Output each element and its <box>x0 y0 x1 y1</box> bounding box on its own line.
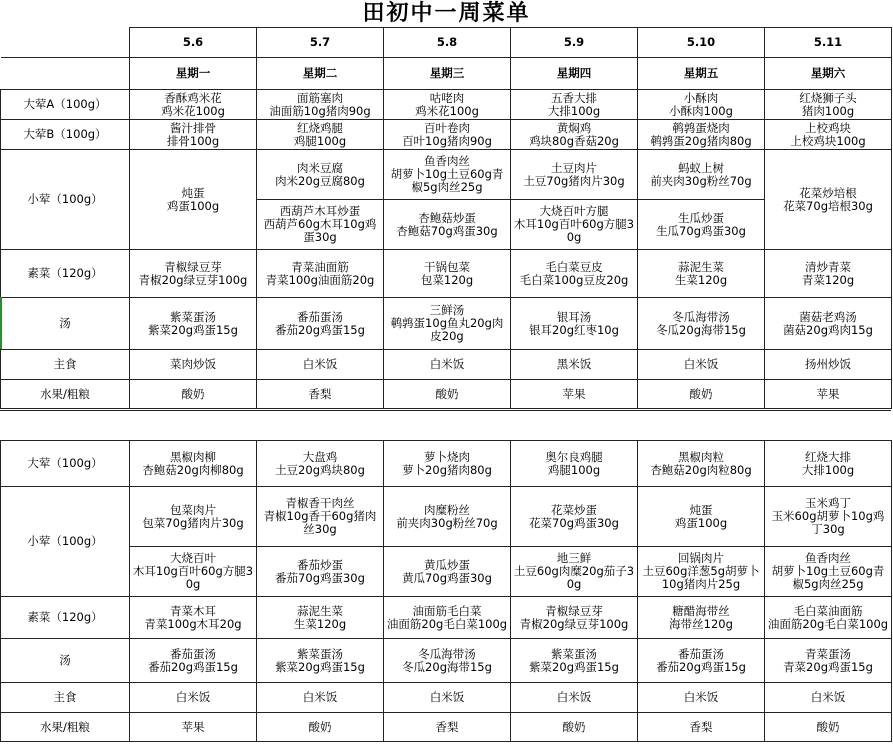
dish-ingredients: 土豆20g鸡块80g <box>275 462 365 477</box>
dish-ingredients: 冬瓜20g海带15g <box>402 659 492 674</box>
dish-ingredients: 鸡腿100g <box>293 133 347 148</box>
week2-menu-table <box>0 440 892 742</box>
dish-cell <box>384 487 511 547</box>
dish-cell <box>765 713 892 742</box>
weekday-cell: 星期六 <box>765 58 892 90</box>
row-label: 汤 <box>1 639 130 683</box>
dish-ingredients: 前夹肉30g粉丝70g <box>650 173 752 188</box>
dish-name: 酸奶 <box>816 719 840 734</box>
dish-ingredients: 紫菜20g鸡蛋15g <box>275 659 365 674</box>
dish-ingredients: 海带丝120g <box>669 616 733 631</box>
dish-name: 百叶卷肉 <box>424 120 470 135</box>
menu-title: 田初中一周菜单 <box>362 1 531 26</box>
dish-cell <box>511 683 638 713</box>
date-header-row <box>1 28 892 58</box>
dish-ingredients: 杏鲍菇20g肉柳80g <box>142 462 244 477</box>
dish-cell <box>511 90 638 120</box>
dish-cell <box>638 683 765 713</box>
dish-name: 香梨 <box>435 719 459 734</box>
dish-ingredients: 紫菜20g鸡蛋15g <box>529 659 619 674</box>
dish-name: 白米饭 <box>302 357 338 371</box>
meal-row <box>1 298 892 350</box>
dish-cell <box>130 487 257 547</box>
meal-row <box>1 683 892 713</box>
dish-cell <box>638 200 765 250</box>
dish-cell <box>257 380 384 409</box>
dish-ingredients: 土豆60g肉糜20g茄子30g <box>513 564 635 591</box>
dish-ingredients: 杏鲍菇70g鸡蛋30g <box>396 223 498 238</box>
row-label: 主食 <box>1 683 130 713</box>
dish-cell <box>638 350 765 380</box>
dish-cell <box>511 547 638 597</box>
dish-ingredients: 青菜120g <box>801 272 855 287</box>
dish-name: 回锅肉片 <box>678 551 724 565</box>
dish-ingredients: 青菜20g鸡蛋15g <box>783 659 873 674</box>
dish-name: 红烧狮子头 <box>799 90 857 105</box>
dish-name: 地三鲜 <box>556 551 592 565</box>
dish-name: 西葫芦木耳炒蛋 <box>279 204 361 218</box>
dish-name: 毛白菜油面筋 <box>793 603 863 618</box>
dish-cell <box>765 683 892 713</box>
dish-name: 扬州炒饭 <box>805 357 851 371</box>
dish-cell <box>130 683 257 713</box>
dish-cell <box>511 597 638 639</box>
dish-cell <box>765 547 892 597</box>
dish-cell <box>257 441 384 487</box>
dish-cell <box>765 120 892 150</box>
row-label: 素菜（120g） <box>1 597 130 639</box>
dish-cell <box>511 380 638 409</box>
dish-cell <box>511 120 638 150</box>
dish-name: 炖蛋 <box>181 185 205 200</box>
dish-cell <box>130 250 257 298</box>
dish-name: 菜肉炒饭 <box>170 357 216 371</box>
dish-cell <box>384 120 511 150</box>
meal-row <box>1 150 892 200</box>
dish-name: 青菜蛋汤 <box>805 646 851 661</box>
dish-name: 奥尔良鸡腿 <box>545 449 603 464</box>
dish-name: 小酥肉 <box>683 90 719 105</box>
dish-name: 白米饭 <box>302 690 338 704</box>
dish-ingredients: 花菜70g鸡蛋30g <box>529 515 619 530</box>
dish-ingredients: 紫菜20g鸡蛋15g <box>148 322 238 337</box>
dish-cell <box>257 250 384 298</box>
dish-name: 花菜炒蛋 <box>551 502 597 517</box>
dish-ingredients: 土豆60g洋葱5g胡萝卜10g猪肉片25g <box>642 564 760 591</box>
row-label: 小荤（100g） <box>1 487 130 597</box>
dish-name: 鹌鹑蛋烧肉 <box>672 120 730 135</box>
dish-ingredients: 黄瓜70g鸡蛋30g <box>402 570 492 585</box>
dish-cell <box>130 150 257 250</box>
meal-row <box>1 597 892 639</box>
dish-name: 紫菜蛋汤 <box>170 309 216 324</box>
dish-name: 酸奶 <box>689 386 713 401</box>
dish-cell <box>257 298 384 350</box>
dish-cell <box>384 350 511 380</box>
dish-ingredients: 鸡米花100g <box>161 103 225 118</box>
dish-cell <box>130 90 257 120</box>
dish-ingredients: 猪肉100g <box>801 103 855 118</box>
dish-name: 番茄蛋汤 <box>678 646 724 661</box>
dish-cell <box>384 597 511 639</box>
dish-name: 蒜泥生菜 <box>678 259 724 274</box>
dish-ingredients: 玉米60g胡萝卜10g鸡丁30g <box>771 509 885 536</box>
dish-cell <box>257 639 384 683</box>
dish-ingredients: 杏鲍菇20g肉粒80g <box>650 462 752 477</box>
date-cell: 5.9 <box>511 28 638 58</box>
dish-cell <box>511 200 638 250</box>
dish-name: 紫菜蛋汤 <box>297 646 343 661</box>
dish-ingredients: 小酥肉100g <box>669 103 733 118</box>
dish-cell <box>511 250 638 298</box>
dish-cell <box>511 150 638 200</box>
dish-ingredients: 包菜70g猪肉片30g <box>142 515 244 530</box>
row-label: 大荤（100g） <box>1 441 130 487</box>
dish-cell <box>384 380 511 409</box>
date-cell: 5.10 <box>638 28 765 58</box>
dish-cell <box>384 713 511 742</box>
dish-name: 黑椒肉粒 <box>678 449 724 464</box>
dish-cell <box>638 90 765 120</box>
dish-cell <box>384 200 511 250</box>
dish-name: 红烧鸡腿 <box>297 120 343 135</box>
dish-name: 白米饭 <box>429 690 465 704</box>
row-label: 大荤A（100g） <box>1 90 130 120</box>
dish-ingredients: 青椒20g绿豆芽100g <box>519 616 629 631</box>
dish-cell <box>130 298 257 350</box>
dish-ingredients: 番茄20g鸡蛋15g <box>148 659 238 674</box>
dish-name: 香梨 <box>689 719 713 734</box>
dish-ingredients: 百叶10g猪肉90g <box>402 133 492 148</box>
dish-cell <box>384 90 511 120</box>
dish-cell <box>130 713 257 742</box>
dish-cell <box>257 90 384 120</box>
dish-ingredients: 胡萝卜10g土豆60g青椒5g肉丝25g <box>390 167 504 194</box>
dish-name: 番茄蛋汤 <box>170 646 216 661</box>
dish-name: 银耳汤 <box>556 309 592 324</box>
dish-ingredients: 大排100g <box>547 103 601 118</box>
dish-name: 黑椒肉柳 <box>170 449 216 464</box>
dish-cell <box>765 441 892 487</box>
corner-cell <box>1 58 130 90</box>
dish-name: 炖蛋 <box>689 502 713 517</box>
dish-ingredients: 青椒10g香干60g猪肉丝30g <box>263 509 377 536</box>
dish-cell <box>765 250 892 298</box>
dish-name: 酸奶 <box>181 386 205 401</box>
dish-name: 酸奶 <box>435 386 459 401</box>
dish-name: 青椒香干肉丝 <box>285 496 355 510</box>
date-cell: 5.7 <box>257 28 384 58</box>
dish-name: 紫菜蛋汤 <box>551 646 597 661</box>
dish-ingredients: 木耳10g百叶60g方腿30g <box>132 564 254 591</box>
dish-cell <box>638 487 765 547</box>
dish-name: 黑米饭 <box>556 357 592 371</box>
dish-name: 青菜木耳 <box>170 603 216 618</box>
dish-name: 酱汁排骨 <box>170 120 216 135</box>
row-label: 小荤（100g） <box>1 150 130 250</box>
dish-cell <box>638 250 765 298</box>
dish-cell <box>384 150 511 200</box>
dish-cell <box>130 597 257 639</box>
dish-ingredients: 萝卜20g猪肉80g <box>402 462 492 477</box>
meal-row-sub <box>1 547 892 597</box>
dish-name: 干锅包菜 <box>424 259 470 274</box>
dish-cell <box>257 200 384 250</box>
dish-cell <box>765 380 892 409</box>
dish-ingredients: 鸡米花100g <box>415 103 479 118</box>
dish-cell <box>257 487 384 547</box>
dish-name: 蚂蚁上树 <box>678 160 724 175</box>
dish-ingredients: 鸡腿100g <box>547 462 601 477</box>
dish-name: 肉米豆腐 <box>297 160 343 175</box>
dish-ingredients: 银耳20g红枣10g <box>529 322 619 337</box>
dish-ingredients: 花菜70g培根30g <box>783 198 873 213</box>
dish-name: 苹果 <box>562 386 586 401</box>
dish-name: 清炒青菜 <box>805 259 851 274</box>
dish-cell <box>130 350 257 380</box>
dish-ingredients: 油面筋20g毛白菜100g <box>767 616 889 631</box>
dish-name: 香梨 <box>308 386 332 401</box>
dish-name: 玉米鸡丁 <box>805 496 851 510</box>
dish-name: 毛白菜豆皮 <box>545 259 603 274</box>
dish-cell <box>511 487 638 547</box>
dish-name: 番茄炒蛋 <box>297 557 343 572</box>
dish-name: 青椒绿豆芽 <box>545 603 603 618</box>
dish-ingredients: 油面筋20g毛白菜100g <box>386 616 508 631</box>
dish-cell <box>511 713 638 742</box>
dish-name: 白米饭 <box>556 690 592 704</box>
date-cell: 5.8 <box>384 28 511 58</box>
dish-name: 油面筋毛白菜 <box>412 603 482 618</box>
dish-cell <box>130 639 257 683</box>
dish-ingredients: 鹌鹑蛋20g猪肉80g <box>650 133 752 148</box>
dish-name: 咕咾肉 <box>429 90 465 105</box>
dish-name: 杏鲍菇炒蛋 <box>418 210 476 225</box>
meal-row <box>1 250 892 298</box>
dish-cell <box>638 380 765 409</box>
dish-name: 五香大排 <box>551 90 597 105</box>
meal-row <box>1 639 892 683</box>
dish-cell <box>257 120 384 150</box>
dish-name: 酸奶 <box>308 719 332 734</box>
meal-row <box>1 487 892 547</box>
dish-cell <box>130 120 257 150</box>
dish-name: 红烧大排 <box>805 449 851 464</box>
weekday-cell: 星期一 <box>130 58 257 90</box>
dish-cell <box>638 547 765 597</box>
dish-cell <box>130 380 257 409</box>
dish-ingredients: 鹌鹑蛋10g鱼丸20g肉皮20g <box>390 316 504 343</box>
dish-name: 大烧百叶 <box>170 551 216 565</box>
row-label: 水果/粗粮 <box>1 380 130 409</box>
dish-name: 冬瓜海带汤 <box>672 309 730 324</box>
dish-name: 鱼香肉丝 <box>805 551 851 565</box>
dish-ingredients: 生瓜70g鸡蛋30g <box>656 223 746 238</box>
dish-ingredients: 排骨100g <box>166 133 220 148</box>
dish-name: 三鲜汤 <box>429 303 465 317</box>
dish-name: 白米饭 <box>429 357 465 371</box>
dish-name: 白米饭 <box>683 357 719 371</box>
dish-cell <box>384 639 511 683</box>
row-label: 汤 <box>1 298 130 350</box>
dish-ingredients: 生菜120g <box>674 272 728 287</box>
corner-cell <box>1 28 130 58</box>
dish-name: 大盘鸡 <box>302 449 338 464</box>
dish-cell <box>511 298 638 350</box>
dish-cell <box>130 547 257 597</box>
dish-ingredients: 菌菇20g鸡肉15g <box>783 322 873 337</box>
dish-name: 糖醋海带丝 <box>672 603 730 618</box>
dish-ingredients: 包菜120g <box>420 272 474 287</box>
row-label: 主食 <box>1 350 130 380</box>
dish-cell <box>257 683 384 713</box>
dish-name: 冬瓜海带汤 <box>418 646 476 661</box>
week-separator <box>0 410 891 441</box>
dish-cell <box>384 683 511 713</box>
dish-name: 青菜油面筋 <box>291 259 349 274</box>
dish-name: 大烧百叶方腿 <box>539 204 609 218</box>
dish-ingredients: 番茄20g鸡蛋15g <box>275 322 365 337</box>
dish-cell <box>257 547 384 597</box>
dish-name: 黄瓜炒蛋 <box>424 557 470 572</box>
dish-name: 蒜泥生菜 <box>297 603 343 618</box>
dish-ingredients: 番茄20g鸡蛋15g <box>656 659 746 674</box>
dish-name: 白米饭 <box>810 690 846 704</box>
date-cell: 5.6 <box>130 28 257 58</box>
dish-cell <box>638 150 765 200</box>
dish-cell <box>765 298 892 350</box>
dish-cell <box>765 639 892 683</box>
dish-name: 面筋塞肉 <box>297 90 343 105</box>
dish-cell <box>257 350 384 380</box>
dish-cell <box>384 441 511 487</box>
row-selection-marker <box>0 297 2 349</box>
dish-name: 土豆肉片 <box>551 160 597 175</box>
dish-cell <box>130 441 257 487</box>
dish-name: 酸奶 <box>562 719 586 734</box>
meal-row <box>1 90 892 120</box>
meal-row <box>1 120 892 150</box>
dish-ingredients: 木耳10g百叶60g方腿30g <box>513 217 635 244</box>
dish-ingredients: 毛白菜100g豆皮20g <box>519 272 629 287</box>
dish-cell <box>511 350 638 380</box>
weekday-cell: 星期二 <box>257 58 384 90</box>
dish-cell <box>765 487 892 547</box>
dish-name: 青椒绿豆芽 <box>164 259 222 274</box>
dish-name: 包菜肉片 <box>170 502 216 517</box>
dish-ingredients: 大排100g <box>801 462 855 477</box>
dish-name: 生瓜炒蛋 <box>678 210 724 225</box>
dish-cell <box>257 597 384 639</box>
weekday-header-row <box>1 58 892 90</box>
meal-row <box>1 441 892 487</box>
dish-name: 黄焖鸡 <box>556 120 592 135</box>
meal-row <box>1 350 892 380</box>
dish-ingredients: 青椒20g绿豆芽100g <box>138 272 248 287</box>
dish-ingredients: 生菜120g <box>293 616 347 631</box>
dish-ingredients: 肉米20g豆腐80g <box>275 173 365 188</box>
dish-ingredients: 番茄70g鸡蛋30g <box>275 570 365 585</box>
dish-cell <box>384 547 511 597</box>
dish-cell <box>257 713 384 742</box>
dish-cell <box>511 639 638 683</box>
meal-row <box>1 380 892 409</box>
dish-name: 苹果 <box>181 719 205 734</box>
meal-row <box>1 713 892 742</box>
dish-name: 番茄蛋汤 <box>297 309 343 324</box>
dish-cell <box>765 90 892 120</box>
dish-ingredients: 油面筋10g猪肉90g <box>269 103 371 118</box>
week1-menu-table <box>0 27 892 409</box>
dish-ingredients: 冬瓜20g海带15g <box>656 322 746 337</box>
dish-name: 上校鸡块 <box>805 120 851 135</box>
dish-cell <box>765 150 892 250</box>
dish-name: 鱼香肉丝 <box>424 154 470 168</box>
dish-name: 香酥鸡米花 <box>164 90 222 105</box>
dish-name: 苹果 <box>816 386 840 401</box>
dish-ingredients: 青菜100g木耳20g <box>144 616 242 631</box>
dish-ingredients: 胡萝卜10g土豆60g青椒5g肉丝25g <box>771 564 885 591</box>
row-label: 素菜（120g） <box>1 250 130 298</box>
dish-ingredients: 前夹肉30g粉丝70g <box>396 515 498 530</box>
dish-cell <box>638 639 765 683</box>
dish-ingredients: 鸡蛋100g <box>166 198 220 213</box>
dish-ingredients: 鸡块80g香菇20g <box>529 133 619 148</box>
dish-name: 萝卜烧肉 <box>424 449 470 464</box>
dish-ingredients: 土豆70g猪肉片30g <box>523 173 625 188</box>
dish-cell <box>384 250 511 298</box>
weekday-cell: 星期三 <box>384 58 511 90</box>
dish-cell <box>765 350 892 380</box>
dish-cell <box>638 713 765 742</box>
dish-cell <box>511 441 638 487</box>
date-cell: 5.11 <box>765 28 892 58</box>
dish-name: 白米饭 <box>175 690 211 704</box>
dish-ingredients: 西葫芦60g木耳10g鸡蛋30g <box>263 217 377 244</box>
dish-cell <box>384 298 511 350</box>
weekday-cell: 星期四 <box>511 58 638 90</box>
dish-cell <box>638 441 765 487</box>
dish-name: 肉糜粉丝 <box>424 502 470 517</box>
dish-name: 菌菇老鸡汤 <box>799 309 857 324</box>
dish-ingredients: 鸡蛋100g <box>674 515 728 530</box>
dish-cell <box>638 597 765 639</box>
dish-cell <box>257 150 384 200</box>
dish-name: 花菜炒培根 <box>799 185 857 200</box>
dish-ingredients: 上校鸡块100g <box>790 133 866 148</box>
dish-cell <box>638 298 765 350</box>
row-label: 大荤B（100g） <box>1 120 130 150</box>
dish-cell <box>765 597 892 639</box>
weekday-cell: 星期五 <box>638 58 765 90</box>
dish-cell <box>638 120 765 150</box>
row-label: 水果/粗粮 <box>1 713 130 742</box>
dish-ingredients: 青菜100g油面筋20g <box>265 272 375 287</box>
dish-name: 白米饭 <box>683 690 719 704</box>
